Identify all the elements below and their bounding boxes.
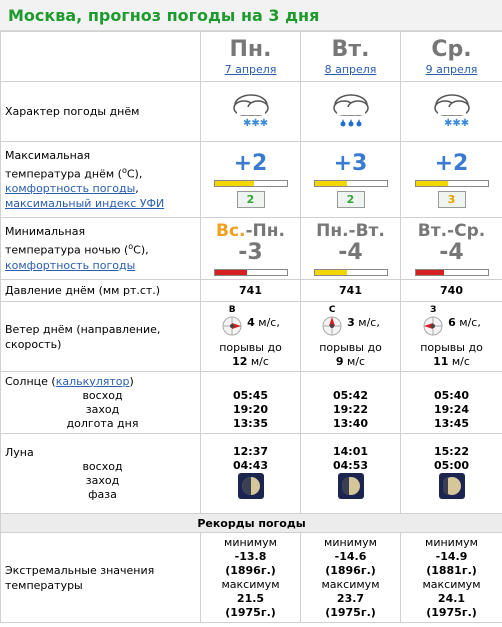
weather-cell-0 — [201, 82, 301, 142]
uvi-badge: 3 — [438, 191, 466, 208]
max-temp-cell-0 — [201, 142, 301, 218]
max-temp-value: +3 — [333, 150, 368, 176]
extreme-label — [1, 533, 201, 623]
gust-label: порывы до — [420, 340, 483, 354]
wind-label-line2: скорость) — [5, 337, 62, 351]
wind-compass-icon — [221, 315, 243, 337]
sun-cell-2 — [401, 372, 502, 434]
pressure-label: Давление днём (мм рт.ст.) — [1, 280, 201, 302]
moon-phase-icon — [439, 473, 465, 499]
sun-cell-1 — [301, 372, 401, 434]
cloud-snow-icon — [430, 90, 474, 130]
svg-text:✱✱✱: ✱✱✱ — [242, 118, 268, 129]
gust-value: 12 — [232, 354, 248, 368]
moonset-value: 04:53 — [332, 458, 368, 472]
wind-speed: 6 — [448, 315, 456, 329]
record-min-value: -14.6 — [334, 549, 367, 563]
svg-text:✱✱✱: ✱✱✱ — [443, 118, 469, 129]
max-temp-label-line2: температура днём ( — [5, 167, 122, 181]
gust-unit: м/с — [250, 354, 269, 368]
record-min-label: минимум — [425, 535, 478, 549]
comfort-bar-fill — [215, 181, 255, 186]
uvi-badge: 2 — [337, 191, 365, 208]
sunset-value: 19:22 — [332, 402, 368, 416]
moonset-label: заход — [85, 473, 120, 487]
gust-unit: м/с — [347, 354, 366, 368]
wind-compass-icon — [321, 315, 343, 337]
pressure-value: 741 — [201, 280, 301, 302]
comfort-bar-fill — [416, 181, 448, 186]
comfort-bar — [214, 180, 288, 187]
comfort-link[interactable]: комфортность погоды — [5, 258, 136, 272]
comfort-link[interactable]: комфортность погоды — [5, 182, 136, 196]
night-days-rest: -Ср. — [447, 221, 486, 241]
wind-label — [1, 302, 201, 372]
min-temp-value: -4 — [338, 240, 363, 265]
gust-value: 9 — [335, 354, 344, 368]
daylength-label: долгота дня — [66, 416, 139, 430]
comfort-bar — [415, 180, 489, 187]
min-temp-cell-1 — [301, 218, 401, 280]
wind-cell-1 — [301, 302, 401, 372]
uvi-badge: 2 — [237, 191, 265, 208]
day-header-row — [1, 32, 502, 82]
wind-label-line1: Ветер днём (направление, — [5, 322, 161, 336]
sunrise-value: 05:40 — [433, 388, 469, 402]
record-max-value: 21.5 — [236, 591, 265, 605]
records-cell-2 — [401, 533, 502, 623]
header-empty-cell — [1, 32, 201, 82]
sunrise-value: 05:42 — [332, 388, 368, 402]
sun-cell-0 — [201, 372, 301, 434]
night-days-rest: -Пн. — [245, 221, 285, 241]
pressure-row — [1, 280, 502, 302]
comfort-bar-fill — [215, 270, 247, 275]
record-max-value: 23.7 — [336, 591, 365, 605]
sun-title-close: ) — [129, 374, 134, 388]
daylength-value: 13:40 — [332, 416, 368, 430]
extreme-label-line2: температуры — [5, 578, 83, 592]
comfort-bar-fill — [315, 270, 347, 275]
moon-title: Луна — [5, 445, 34, 459]
day-header-0 — [201, 32, 301, 82]
moonset-value: 05:00 — [433, 458, 469, 472]
pressure-value: 741 — [301, 280, 401, 302]
moon-phase-icon — [338, 473, 364, 499]
night-days-first: Пн. — [316, 221, 349, 241]
day-date-link[interactable]: 7 апреля — [224, 63, 277, 76]
records-row — [1, 533, 502, 623]
moon-phase-icon — [238, 473, 264, 499]
min-temp-cell-0 — [201, 218, 301, 280]
comfort-bar — [415, 269, 489, 276]
record-min-label: минимум — [324, 535, 377, 549]
max-temp-cell-1 — [301, 142, 401, 218]
wind-speed: 4 — [247, 315, 255, 329]
record-min-label: минимум — [224, 535, 277, 549]
record-min-value: -14.9 — [435, 549, 468, 563]
day-date-link[interactable]: 8 апреля — [324, 63, 377, 76]
wind-direction: З — [429, 304, 437, 315]
records-cell-0 — [201, 533, 301, 623]
degree-mark: o — [121, 165, 127, 175]
day-name: Вт. — [331, 37, 370, 62]
phase-label: фаза — [88, 487, 117, 501]
record-max-value: 24.1 — [437, 591, 466, 605]
record-min-value: -13.8 — [234, 549, 267, 563]
wind-unit: м/с, — [358, 315, 380, 329]
max-temp-label-line1: Максимальная — [5, 148, 91, 162]
record-max-year: (1975г.) — [426, 605, 477, 619]
sunset-label: заход — [85, 402, 120, 416]
comfort-bar — [214, 269, 288, 276]
moon-cell-2 — [401, 434, 502, 514]
cloud-snow-icon — [229, 90, 273, 130]
max-temp-label — [1, 142, 201, 218]
day-name: Пн. — [229, 37, 272, 62]
calculator-link[interactable]: калькулятор — [55, 374, 130, 388]
record-min-year: (1881г.) — [426, 563, 477, 577]
night-days-first: Вт. — [417, 221, 448, 241]
record-max-label: максимум — [221, 577, 280, 591]
weather-label: Характер погоды днём — [1, 82, 201, 142]
sun-label — [1, 372, 201, 434]
sunset-value: 19:20 — [232, 402, 268, 416]
comma: , — [135, 182, 139, 196]
day-header-1 — [301, 32, 401, 82]
moon-row — [1, 434, 502, 514]
day-date-link[interactable]: 9 апреля — [425, 63, 478, 76]
sun-title: Солнце ( — [5, 374, 56, 388]
daylength-value: 13:45 — [433, 416, 469, 430]
comfort-bar — [314, 269, 388, 276]
record-max-label: максимум — [321, 577, 380, 591]
min-temp-label-unit: C), — [133, 243, 149, 257]
min-temp-label — [1, 218, 201, 280]
cloud-rain-icon — [329, 90, 373, 130]
records-header-row — [1, 514, 502, 533]
moonrise-value: 12:37 — [232, 444, 268, 458]
sunrise-value: 05:45 — [232, 388, 268, 402]
sun-row — [1, 372, 502, 434]
comfort-bar-fill — [416, 270, 445, 275]
wind-speed: 3 — [347, 315, 355, 329]
record-min-year: (1896г.) — [325, 563, 376, 577]
moonrise-value: 15:22 — [433, 444, 469, 458]
moonrise-label: восход — [82, 459, 123, 473]
record-max-year: (1975г.) — [225, 605, 276, 619]
uvi-link[interactable]: максимальный индекс УФИ — [5, 197, 165, 211]
night-days-first: Вс. — [216, 221, 246, 241]
gust-unit: м/с — [451, 354, 470, 368]
min-temp-label-line2: температура ночью ( — [5, 243, 129, 257]
record-min-year: (1896г.) — [225, 563, 276, 577]
day-header-2 — [401, 32, 502, 82]
gust-value: 11 — [433, 354, 449, 368]
min-temp-label-line1: Минимальная — [5, 225, 86, 239]
moon-cell-1 — [301, 434, 401, 514]
wind-row — [1, 302, 502, 372]
day-name: Ср. — [431, 37, 472, 62]
night-days-rest: -Вт. — [348, 221, 385, 241]
records-cell-1 — [301, 533, 401, 623]
title-bar — [0, 0, 502, 31]
comfort-bar-fill — [315, 181, 347, 186]
degree-mark: o — [128, 242, 134, 252]
moon-cell-0 — [201, 434, 301, 514]
min-temp-cell-2 — [401, 218, 502, 280]
min-temp-row — [1, 218, 502, 280]
daylength-value: 13:35 — [232, 416, 268, 430]
forecast-table — [0, 31, 502, 623]
max-temp-cell-2 — [401, 142, 502, 218]
wind-compass-icon — [422, 315, 444, 337]
max-temp-label-unit: C), — [126, 167, 143, 181]
pressure-value: 740 — [401, 280, 502, 302]
comfort-bar — [314, 180, 388, 187]
wind-unit: м/с, — [459, 315, 481, 329]
wind-unit: м/с, — [258, 315, 280, 329]
sunrise-label: восход — [82, 388, 123, 402]
min-temp-value: -3 — [238, 240, 263, 265]
weather-cell-1 — [301, 82, 401, 142]
extreme-label-line1: Экстремальные значения — [5, 563, 155, 577]
moonrise-value: 14:01 — [332, 444, 368, 458]
wind-cell-2 — [401, 302, 502, 372]
max-temp-row — [1, 142, 502, 218]
moon-label — [1, 434, 201, 514]
max-temp-value: +2 — [434, 150, 469, 176]
weather-cell-2 — [401, 82, 502, 142]
sunset-value: 19:24 — [433, 402, 469, 416]
record-max-label: максимум — [422, 577, 481, 591]
gust-label: порывы до — [219, 340, 282, 354]
records-header: Рекорды погоды — [1, 514, 502, 533]
record-max-year: (1975г.) — [325, 605, 376, 619]
gust-label: порывы до — [319, 340, 382, 354]
wind-cell-0 — [201, 302, 301, 372]
moonset-value: 04:43 — [232, 458, 268, 472]
max-temp-value: +2 — [233, 150, 268, 176]
wind-direction: В — [228, 304, 236, 315]
page-title: Москва, прогноз погоды на 3 дня — [8, 5, 320, 25]
min-temp-value: -4 — [439, 240, 464, 265]
weather-row — [1, 82, 502, 142]
wind-direction: С — [328, 304, 336, 315]
